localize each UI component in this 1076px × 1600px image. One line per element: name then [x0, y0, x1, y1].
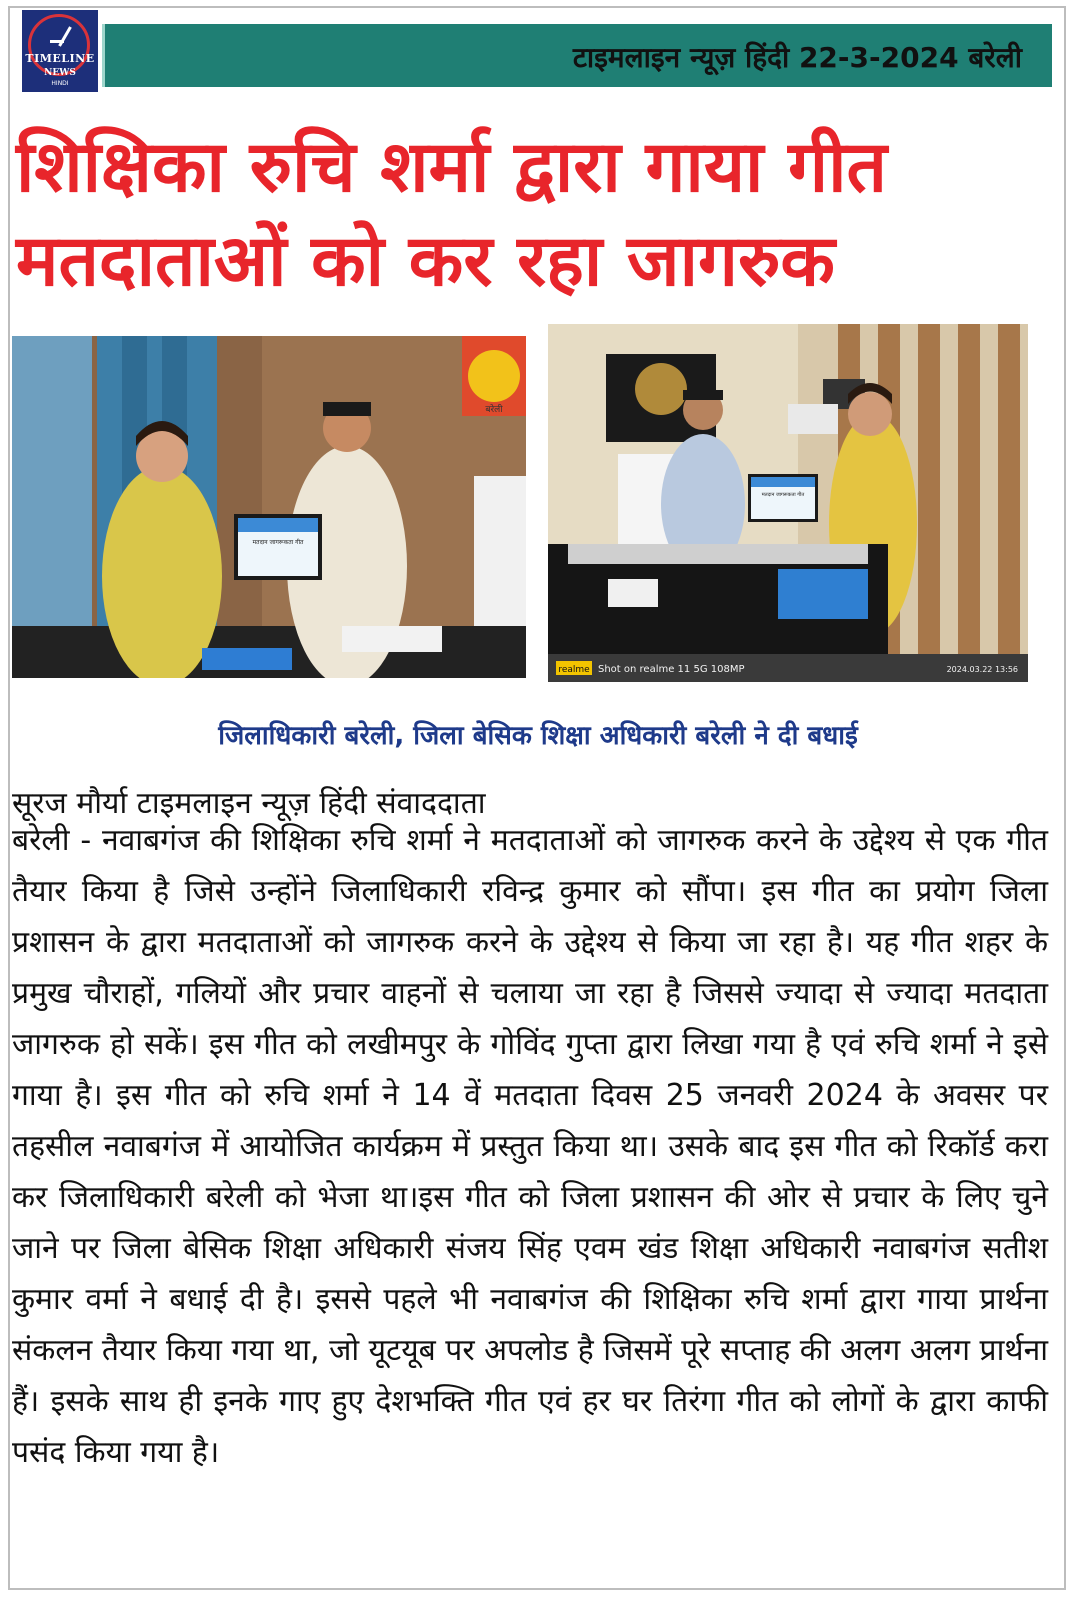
article-byline: सूरज मौर्या टाइमलाइन न्यूज़ हिंदी संवाददाता [12, 786, 486, 821]
logo-text-hindi: HINDI [51, 80, 69, 87]
article-body: बरेली - नवाबगंज की शिक्षिका रुचि शर्मा ने मतदाताओं को जागरुक करने के उद्देश्य से एक गीत तैयार किया है जिसे उन्होंने जिलाधिकारी रविन्द्र कुमार को सौंपा। इस गीत का प्रयोग जिला प्रशासन के द्वारा मतदाताओं को जागरुक करने के उद्देश्य से किया जा रहा है। यह गीत शहर के प्रमुख चौराहों, गलियों और प्रचार वाहनों से चलाया जा रहा है जिससे ज्यादा से ज्यादा मतदाता जागरुक हो सकें। इस गीत को लखीमपुर के गोविंद गुप्ता द्वारा लिखा गया है एवं रुचि शर्मा ने इसे गाया है। इस गीत को रुचि शर्मा ने 14 वें मतदाता दिवस 25 जनवरी 2024 के अवसर पर तहसील नवाबगंज में आयोजित कार्यक्रम में प्रस्तुत किया था। उसके बाद इस गीत को रिकॉर्ड करा कर जिलाधिकारी बरेली को भेजा था।इस गीत को जिला प्रशासन की ओर से प्रचार के लिए चुने जाने पर जिला बेसिक शिक्षा अधिकारी संजय सिंह एवम खंड शिक्षा अधिकारी नवाबगंज सतीश कुमार वर्मा ने बधाई दी है। इससे पहले भी नवाबगंज की शिक्षिका रुचि शर्मा द्वारा गाया प्रार्थना संकलन तैयार किया गया था, जो यूटयूब पर अपलोड है जिसमें पूरे सप्ताह की अलग अलग प्रार्थना हैं। इसके साथ ही इनके गाए हुए देशभक्ति गीत एवं हर घर तिरंगा गीत को लोगों के द्वारा काफी पसंद किया गया है। [12, 823, 1048, 1470]
photo-left-badge: बरेली [485, 405, 503, 415]
photo-left [12, 336, 526, 678]
header-banner [102, 24, 1052, 87]
headline: शिक्षिका रुचि शर्मा द्वारा गाया गीत मतदाताओं को कर रहा जागरुक [16, 125, 887, 302]
logo-text-news: NEWS [44, 68, 76, 78]
photo-left-scene [12, 336, 526, 678]
camera-brand-label: realme [558, 665, 590, 675]
logo-text-timeline: TIMELINE [25, 52, 95, 65]
clock-hand [50, 40, 64, 43]
photo-right [548, 324, 1028, 682]
shot-on-label: Shot on realme 11 5G 108MP [598, 664, 745, 675]
photo-timestamp: 2024.03.22 13:56 [946, 665, 1018, 674]
photo-right-poster-title: मतदान जागरूकता गीत [761, 492, 805, 498]
timeline-news-logo [22, 10, 98, 92]
photo-left-poster-title: मतदान जागरूकता गीत [252, 539, 304, 546]
photo-caption: जिलाधिकारी बरेली, जिला बेसिक शिक्षा अधिकारी बरेली ने दी बधाई [218, 721, 858, 751]
photo-right-scene [548, 324, 1028, 682]
banner-text: टाइमलाइन न्यूज़ हिंदी 22-3-2024 बरेली [572, 41, 1022, 74]
